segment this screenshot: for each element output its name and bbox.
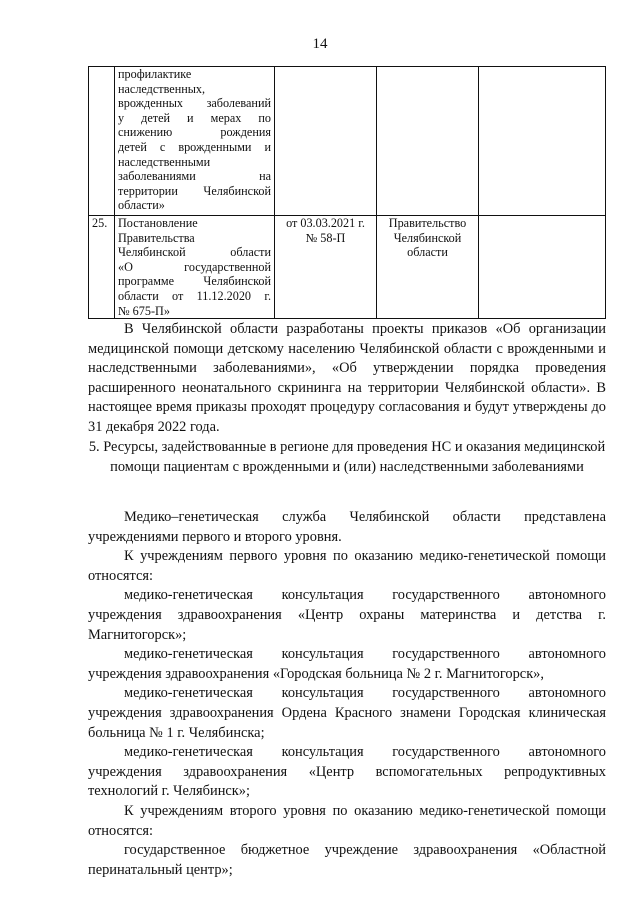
legal-acts-table <box>88 66 606 319</box>
cell-line: детей с врожденными и <box>118 139 271 154</box>
paragraph: Медико–генетическая служба Челябинской области представлена учреждениями первого и второго уровня. <box>88 509 606 545</box>
cell-line: Правительства <box>118 230 195 245</box>
cell-line: Постановление <box>118 216 198 230</box>
cell-line: области» <box>118 198 165 213</box>
cell-line: снижению рождения <box>118 125 271 140</box>
section-title: 5. Ресурсы, задействованные в регионе для проведения НС и оказания медицинской помощи пациентам с врожденными и (или) наследственными заболеваниями <box>88 439 606 475</box>
cell-line: врожденных заболеваний <box>118 96 271 111</box>
cell-line: наследственных, <box>118 81 206 96</box>
paragraph: государственное бюджетное учреждение здравоохранения «Областной перинатальный центр»; <box>88 842 606 878</box>
cell-line: территории Челябинской <box>118 183 271 198</box>
cell-line: программе Челябинской <box>118 274 271 289</box>
cell-line: от 03.03.2021 г. <box>286 216 365 230</box>
section-body <box>88 508 606 880</box>
table-cell-name <box>115 67 275 216</box>
paragraph: К учреждениям второго уровня по оказанию медико-генетической помощи относятся: <box>88 802 606 839</box>
table-cell-num: 25. <box>89 216 115 319</box>
cell-line: заболеваниями на <box>118 169 271 184</box>
table-cell-date <box>275 67 377 216</box>
table-cell-num <box>89 67 115 216</box>
table-cell-date <box>275 216 377 319</box>
paragraph: медико-генетическая консультация государственного автономного учреждения здравоохранения «Городская больница № 2 г. Магнитогорск», <box>88 646 606 682</box>
cell-line: у детей и мерах по <box>118 110 271 125</box>
table-cell-name <box>115 216 275 319</box>
paragraph: К учреждениям первого уровня по оказанию медико-генетической помощи относятся: <box>88 548 606 584</box>
paragraph: медико-генетическая консультация государственного автономного учреждения здравоохранения «Центр вспомогательных репродуктивных технологий г. Челябинск»; <box>88 744 606 800</box>
cell-line: профилактике <box>118 67 192 81</box>
cell-line: области от 11.12.2020 г. <box>118 288 271 303</box>
table-cell-executor <box>377 216 479 319</box>
table-cell-executor <box>377 67 479 216</box>
cell-line: Челябинской <box>393 230 462 245</box>
paragraph: медико-генетическая консультация государственного автономного учреждения здравоохранения «Центр охраны материнства и детства г. Магнитогорск»; <box>88 587 606 643</box>
cell-line: № 675-П» <box>118 303 170 318</box>
cell-line: «О государственной <box>118 259 271 274</box>
cell-line: Челябинской области <box>118 245 271 260</box>
cell-line: области <box>407 245 448 260</box>
orders-block <box>88 320 606 438</box>
cell-line: Правительство <box>388 216 467 230</box>
table-cell-extra <box>479 216 606 319</box>
paragraph: медико-генетическая консультация государственного автономного учреждения здравоохранения Ордена Красного знамени Городская клиническая больница № 1 г. Челябинска; <box>88 685 606 741</box>
paragraph-orders: В Челябинской области разработаны проекты приказов «Об организации медицинской помощи детскому населению Челябинской области с врожденными и наследственными заболеваниями», «Об утверждении порядка проведения расширенного неонатального скрининга на территории Челябинской области». В настоящее время приказы проходят процедуру согласования и будут утверждены до 31 декабря 2022 года. <box>88 321 606 435</box>
table-row <box>89 67 606 216</box>
page-number: 14 <box>312 36 328 52</box>
cell-line: наследственными <box>118 154 211 169</box>
table-cell-extra <box>479 67 606 216</box>
cell-line: № 58-П <box>305 230 346 245</box>
table-row <box>89 216 606 319</box>
